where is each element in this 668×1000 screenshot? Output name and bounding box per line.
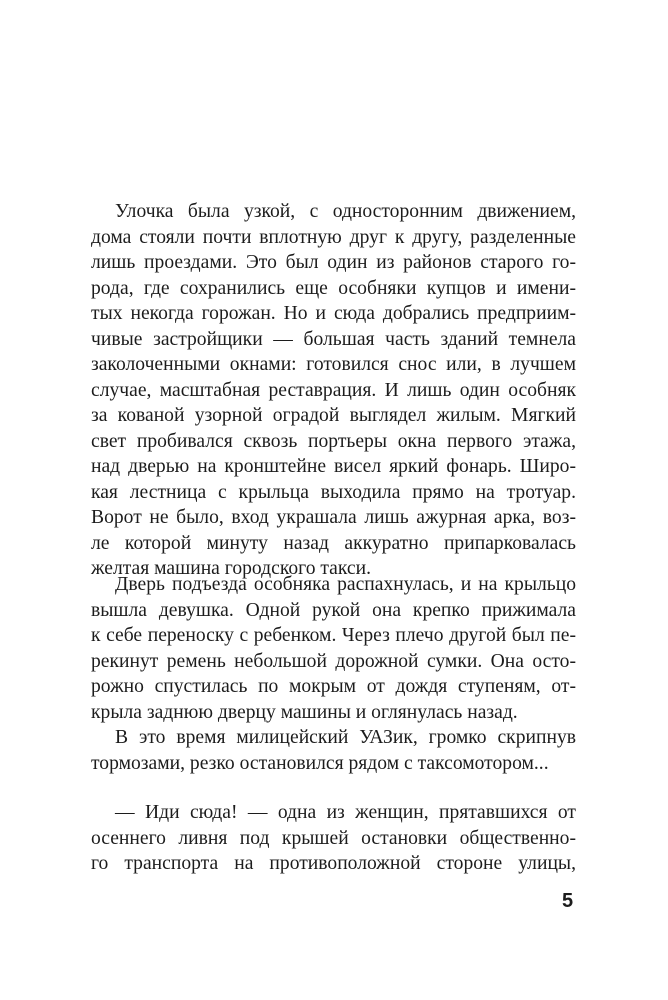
text-line: тых некогда горожан. Но и сюда добрались предприим-	[91, 303, 576, 324]
text-line: вышла девушка. Одной рукой она крепко прижимала	[91, 599, 576, 621]
text-line: заколоченными окнами: готовился снос или, в лучшем	[91, 354, 576, 375]
text-line: чивые застройщики — большая часть зданий темнела	[91, 328, 576, 350]
text-line: го транспорта на противоположной стороне улицы,	[91, 853, 576, 874]
text-line: дома стояли почти вплотную друг к другу, разделенные	[91, 226, 576, 248]
text-line: Улочка была узкой, с односторонним движением,	[115, 201, 576, 222]
text-line: к себе переноску с ребенком. Через плечо другой был пе-	[91, 625, 576, 646]
text-line: — Иди сюда! — одна из женщин, прятавшихся от	[115, 802, 576, 823]
text-line: желтая машина городского такси.	[91, 558, 371, 579]
page-number: 5	[562, 890, 574, 912]
paragraph-2	[91, 572, 576, 725]
text-line: Ворот не было, вход украшала лишь ажурная арка, воз-	[91, 507, 576, 528]
text-line: рекинут ремень небольшой дорожной сумки. Она осто-	[91, 650, 576, 672]
text-line: над дверью на кронштейне висел яркий фонарь. Широ-	[91, 456, 576, 477]
text-line: случае, масштабная реставрация. И лишь один особняк	[91, 379, 576, 401]
text-line: за кованой узорной оградой выглядел жилым. Мягкий	[91, 405, 576, 426]
text-line: лишь проездами. Это был один из районов старого го-	[91, 252, 576, 273]
text-line: Дверь подъезда особняка распахнулась, и на крыльцо	[115, 574, 576, 595]
text-line: осеннего ливня под крышей остановки общественно-	[91, 827, 576, 849]
text-line: В это время милицейский УАЗик, громко скрипнув	[115, 727, 576, 748]
text-line: ле которой минуту назад аккуратно припарковалась	[91, 532, 576, 554]
paragraph-1	[91, 199, 576, 582]
text-line: рода, где сохранились еще особняки купцов и имени-	[91, 277, 576, 299]
paragraph-3	[91, 725, 576, 776]
text-line: свет пробивался сквозь портьеры окна первого этажа,	[91, 430, 576, 452]
text-line: тормозами, резко остановился рядом с таксомотором...	[91, 752, 549, 774]
text-line: кая лестница с крыльца выходила прямо на тротуар.	[91, 481, 576, 503]
paragraph-4	[91, 800, 576, 877]
text-line: рожно спустилась по мокрым от дождя ступеням, от-	[91, 676, 576, 697]
text-line: крыла заднюю дверцу машины и оглянулась назад.	[91, 701, 518, 723]
